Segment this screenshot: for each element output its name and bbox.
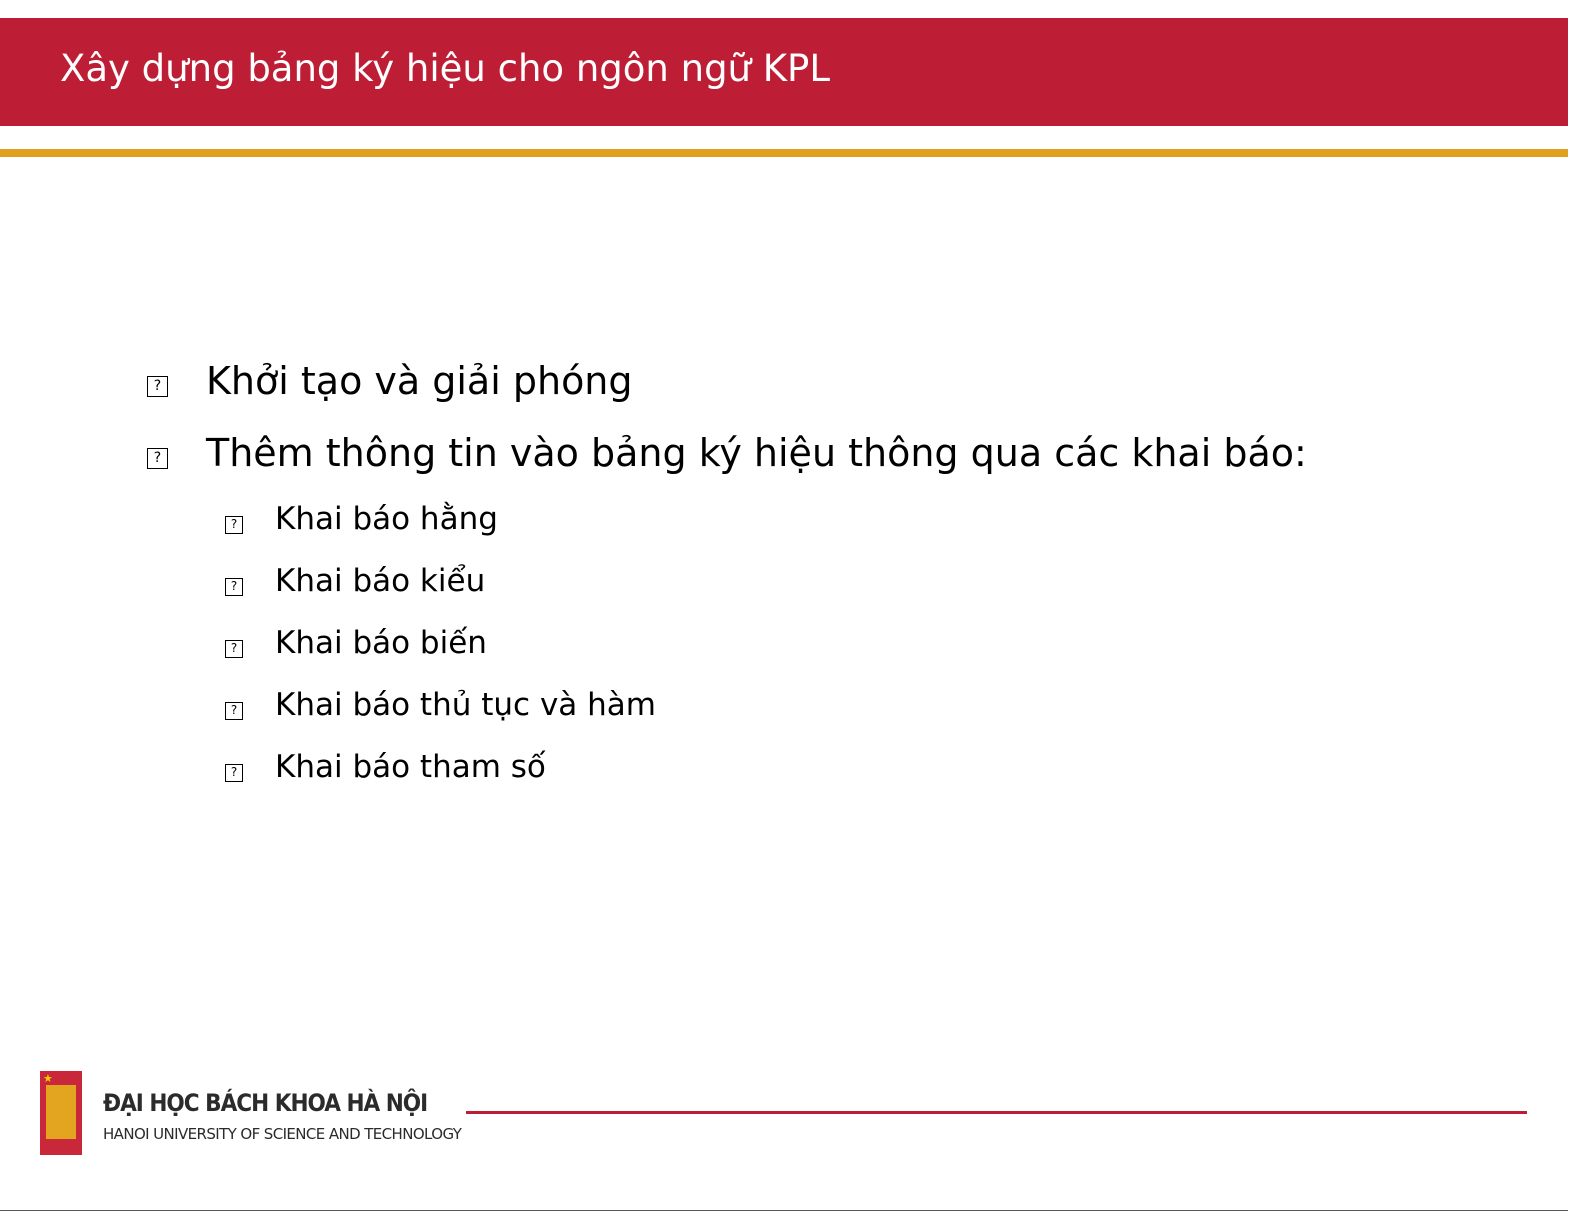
logo-emblem [46,1085,76,1139]
bullet-icon: ? [225,702,243,720]
bullet-icon: ? [225,764,243,782]
bullet-icon: ? [147,376,168,397]
list-item-text: Thêm thông tin vào bảng ký hiệu thông qua các khai báo: [206,431,1307,475]
star-icon: ★ [43,1072,53,1085]
bullet-icon: ? [147,448,168,469]
accent-divider [0,149,1568,157]
hust-logo-icon [40,1071,82,1155]
org-subtitle: HANOI UNIVERSITY OF SCIENCE AND TECHNOLOGY [103,1125,462,1143]
page-bottom-edge [0,1210,1568,1211]
list-item-text: Khai báo biến [275,625,487,661]
slide-title: Xây dựng bảng ký hiệu cho ngôn ngữ KPL [60,47,830,90]
list-item-text: Khai báo kiểu [275,563,486,599]
list-item-text: Khai báo tham số [275,749,546,785]
bullet-icon: ? [225,640,243,658]
bullet-icon: ? [225,578,243,596]
list-item-text: Khai báo hằng [275,501,498,537]
list-item-text: Khởi tạo và giải phóng [206,359,633,403]
org-name: ĐẠI HỌC BÁCH KHOA HÀ NỘI [103,1089,428,1117]
list-item-text: Khai báo thủ tục và hàm [275,687,656,723]
footer-divider [466,1111,1527,1114]
bullet-icon: ? [225,516,243,534]
